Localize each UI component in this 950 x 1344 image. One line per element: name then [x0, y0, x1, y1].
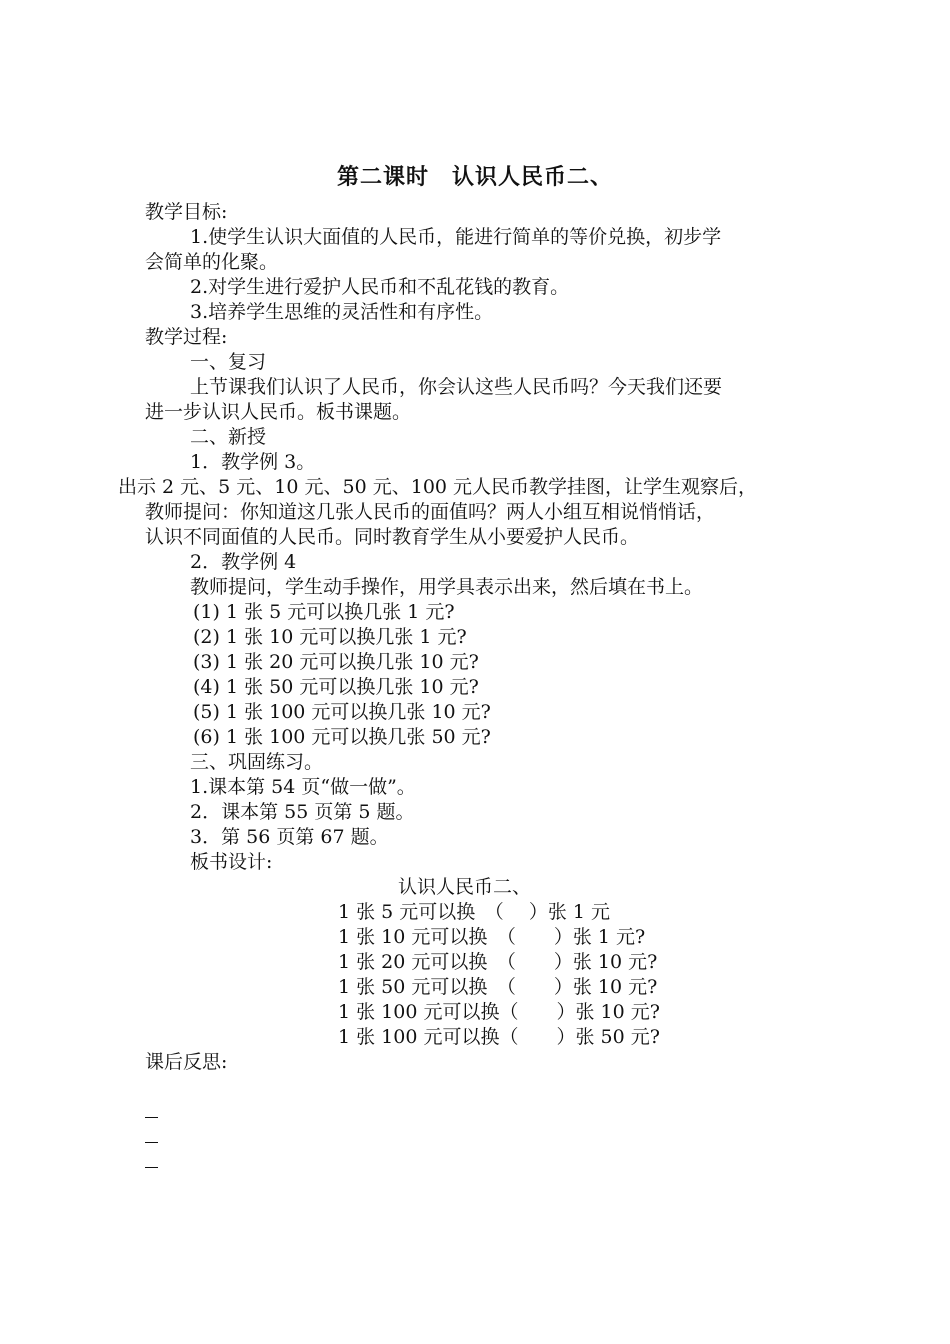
objective-line: 会简单的化聚。: [145, 251, 279, 273]
practice-item: 2．课本第 55 页第 5 题。: [190, 801, 415, 823]
practice-item: 3．第 56 页第 67 题。: [190, 826, 389, 848]
question-line: (6) 1 张 100 元可以换几张 50 元?: [193, 726, 491, 748]
practice-heading: 三、巩固练习。: [190, 751, 324, 773]
board-line: 1 张 20 元可以换 （ ）张 10 元?: [338, 951, 658, 973]
page-title: 第二课时 认识人民币二、: [336, 164, 613, 190]
board-line: 1 张 5 元可以换 （ ）张 1 元: [338, 901, 611, 923]
question-line: (5) 1 张 100 元可以换几张 10 元?: [193, 701, 491, 723]
reflection-blank-line: [145, 1167, 158, 1168]
practice-item: 1.课本第 54 页“做一做”。: [190, 776, 416, 798]
reflection-heading: 课后反思:: [145, 1051, 228, 1073]
board-line: 1 张 50 元可以换 （ ）张 10 元?: [338, 976, 658, 998]
objective-line: 1.使学生认识大面值的人民币，能进行简单的等价兑换，初步学: [190, 226, 722, 248]
question-line: (4) 1 张 50 元可以换几张 10 元?: [193, 676, 479, 698]
reflection-blank-line: [145, 1142, 158, 1143]
example3-line: 出示 2 元、5 元、10 元、50 元、100 元人民币教学挂图，让学生观察后，: [118, 476, 758, 498]
question-line: (2) 1 张 10 元可以换几张 1 元?: [193, 626, 467, 648]
board-heading: 板书设计:: [190, 851, 273, 873]
board-line: 1 张 100 元可以换（ ）张 10 元?: [338, 1001, 660, 1023]
process-heading: 教学过程:: [145, 326, 228, 348]
example4-heading: 2．教学例 4: [190, 551, 297, 573]
question-line: (1) 1 张 5 元可以换几张 1 元?: [193, 601, 455, 623]
board-title: 认识人民币二、: [398, 876, 532, 898]
new-lesson-heading: 二、新授: [190, 426, 267, 448]
example3-line: 教师提问：你知道这几张人民币的面值吗？两人小组互相说悄悄话，: [145, 501, 716, 523]
review-line: 进一步认识人民币。板书课题。: [145, 401, 412, 423]
reflection-blank-line: [145, 1117, 158, 1118]
example3-line: 认识不同面值的人民币。同时教育学生从小要爱护人民币。: [145, 526, 640, 548]
objectives-heading: 教学目标:: [145, 201, 228, 223]
example4-intro: 教师提问，学生动手操作，用学具表示出来，然后填在书上。: [190, 576, 704, 598]
question-line: (3) 1 张 20 元可以换几张 10 元?: [193, 651, 479, 673]
board-line: 1 张 100 元可以换（ ）张 50 元?: [338, 1026, 660, 1048]
review-line: 上节课我们认识了人民币，你会认这些人民币吗？今天我们还要: [190, 376, 723, 398]
example3-heading: 1．教学例 3。: [190, 451, 316, 473]
objective-line: 3.培养学生思维的灵活性和有序性。: [190, 301, 494, 323]
review-heading: 一、复习: [190, 351, 267, 373]
board-line: 1 张 10 元可以换 （ ）张 1 元?: [338, 926, 646, 948]
objective-line: 2.对学生进行爱护人民币和不乱花钱的教育。: [190, 276, 570, 298]
